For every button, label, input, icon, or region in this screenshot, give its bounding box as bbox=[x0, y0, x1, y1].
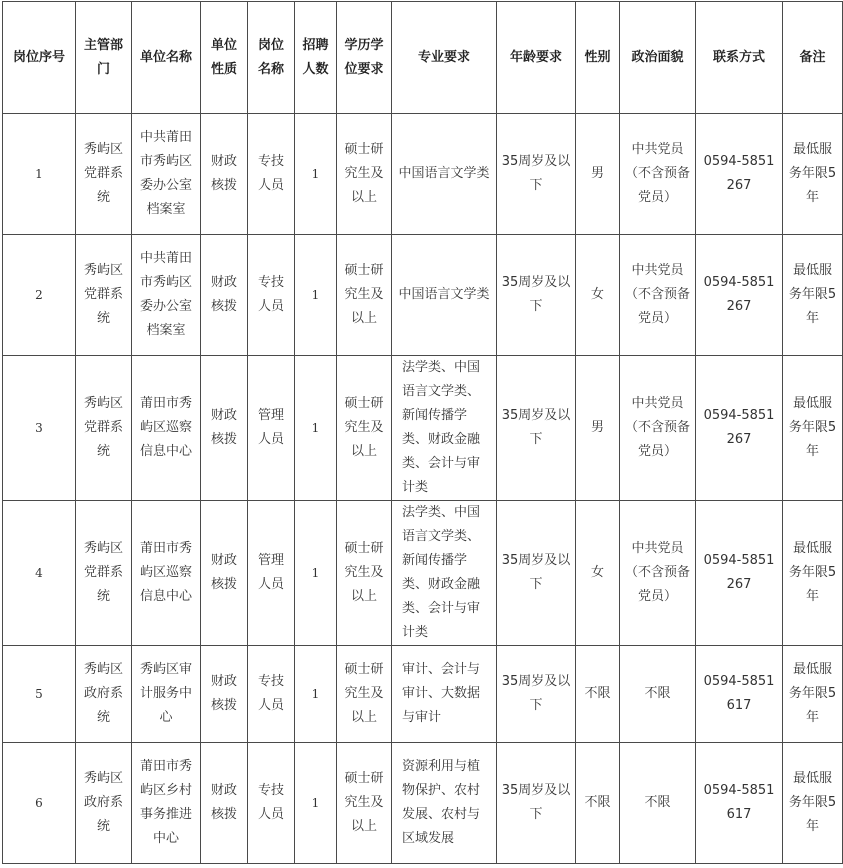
cell-gender: 不限 bbox=[576, 646, 620, 743]
cell-post: 专技人员 bbox=[248, 235, 295, 356]
cell-nature: 财政核拨 bbox=[201, 114, 248, 235]
cell-nature: 财政核拨 bbox=[201, 646, 248, 743]
cell-note: 最低服务年限5年 bbox=[783, 743, 843, 864]
table-row bbox=[3, 501, 843, 646]
cell-post: 专技人员 bbox=[248, 114, 295, 235]
cell-edu: 硕士研究生及以上 bbox=[337, 501, 392, 646]
table-row bbox=[3, 356, 843, 501]
cell-contact: 0594-5851267 bbox=[696, 235, 783, 356]
table-row bbox=[3, 235, 843, 356]
cell-major: 法学类、中国语言文学类、新闻传播学类、财政金融类、会计与审计类 bbox=[392, 501, 497, 646]
table-header-row bbox=[3, 2, 843, 114]
cell-gender: 不限 bbox=[576, 743, 620, 864]
cell-count: 1 bbox=[295, 235, 337, 356]
cell-major: 中国语言文学类 bbox=[392, 235, 497, 356]
cell-post: 管理人员 bbox=[248, 501, 295, 646]
cell-count: 1 bbox=[295, 356, 337, 501]
cell-unit: 中共莆田市秀屿区委办公室档案室 bbox=[132, 235, 201, 356]
cell-contact: 0594-5851617 bbox=[696, 646, 783, 743]
cell-gender: 男 bbox=[576, 356, 620, 501]
header-post: 岗位名称 bbox=[248, 2, 295, 114]
cell-edu: 硕士研究生及以上 bbox=[337, 743, 392, 864]
cell-age: 35周岁及以下 bbox=[497, 743, 576, 864]
cell-political: 中共党员（不含预备党员） bbox=[620, 356, 696, 501]
cell-political: 不限 bbox=[620, 743, 696, 864]
cell-major: 审计、会计与审计、大数据与审计 bbox=[392, 646, 497, 743]
cell-seq: 5 bbox=[3, 646, 76, 743]
cell-seq: 3 bbox=[3, 356, 76, 501]
table-row bbox=[3, 743, 843, 864]
cell-dept: 秀屿区党群系统 bbox=[76, 235, 132, 356]
cell-unit: 秀屿区审计服务中心 bbox=[132, 646, 201, 743]
cell-unit: 中共莆田市秀屿区委办公室档案室 bbox=[132, 114, 201, 235]
cell-edu: 硕士研究生及以上 bbox=[337, 235, 392, 356]
cell-nature: 财政核拨 bbox=[201, 501, 248, 646]
cell-gender: 女 bbox=[576, 501, 620, 646]
cell-contact: 0594-5851267 bbox=[696, 501, 783, 646]
header-political: 政治面貌 bbox=[620, 2, 696, 114]
cell-seq: 6 bbox=[3, 743, 76, 864]
header-edu: 学历学位要求 bbox=[337, 2, 392, 114]
cell-post: 专技人员 bbox=[248, 646, 295, 743]
cell-dept: 秀屿区政府系统 bbox=[76, 743, 132, 864]
cell-gender: 女 bbox=[576, 235, 620, 356]
cell-political: 中共党员（不含预备党员） bbox=[620, 235, 696, 356]
cell-post: 专技人员 bbox=[248, 743, 295, 864]
cell-count: 1 bbox=[295, 501, 337, 646]
cell-contact: 0594-5851617 bbox=[696, 743, 783, 864]
cell-contact: 0594-5851267 bbox=[696, 114, 783, 235]
cell-unit: 莆田市秀屿区巡察信息中心 bbox=[132, 501, 201, 646]
cell-nature: 财政核拨 bbox=[201, 356, 248, 501]
header-unit: 单位名称 bbox=[132, 2, 201, 114]
cell-note: 最低服务年限5年 bbox=[783, 356, 843, 501]
table-row bbox=[3, 114, 843, 235]
cell-seq: 1 bbox=[3, 114, 76, 235]
cell-unit: 莆田市秀屿区乡村事务推进中心 bbox=[132, 743, 201, 864]
cell-note: 最低服务年限5年 bbox=[783, 501, 843, 646]
cell-dept: 秀屿区党群系统 bbox=[76, 114, 132, 235]
cell-note: 最低服务年限5年 bbox=[783, 235, 843, 356]
cell-note: 最低服务年限5年 bbox=[783, 114, 843, 235]
header-gender: 性别 bbox=[576, 2, 620, 114]
header-note: 备注 bbox=[783, 2, 843, 114]
cell-note: 最低服务年限5年 bbox=[783, 646, 843, 743]
header-seq: 岗位序号 bbox=[3, 2, 76, 114]
cell-age: 35周岁及以下 bbox=[497, 114, 576, 235]
header-age: 年龄要求 bbox=[497, 2, 576, 114]
cell-major: 资源利用与植物保护、农村发展、农村与区域发展 bbox=[392, 743, 497, 864]
cell-dept: 秀屿区党群系统 bbox=[76, 356, 132, 501]
cell-nature: 财政核拨 bbox=[201, 235, 248, 356]
cell-major: 法学类、中国语言文学类、新闻传播学类、财政金融类、会计与审计类 bbox=[392, 356, 497, 501]
cell-edu: 硕士研究生及以上 bbox=[337, 646, 392, 743]
cell-age: 35周岁及以下 bbox=[497, 646, 576, 743]
cell-political: 中共党员（不含预备党员） bbox=[620, 501, 696, 646]
cell-dept: 秀屿区政府系统 bbox=[76, 646, 132, 743]
header-dept: 主管部门 bbox=[76, 2, 132, 114]
cell-political: 不限 bbox=[620, 646, 696, 743]
cell-seq: 2 bbox=[3, 235, 76, 356]
cell-nature: 财政核拨 bbox=[201, 743, 248, 864]
cell-contact: 0594-5851267 bbox=[696, 356, 783, 501]
cell-major: 中国语言文学类 bbox=[392, 114, 497, 235]
header-nature: 单位性质 bbox=[201, 2, 248, 114]
cell-post: 管理人员 bbox=[248, 356, 295, 501]
cell-unit: 莆田市秀屿区巡察信息中心 bbox=[132, 356, 201, 501]
header-count: 招聘人数 bbox=[295, 2, 337, 114]
table-row bbox=[3, 646, 843, 743]
cell-count: 1 bbox=[295, 743, 337, 864]
cell-political: 中共党员（不含预备党员） bbox=[620, 114, 696, 235]
cell-age: 35周岁及以下 bbox=[497, 501, 576, 646]
cell-count: 1 bbox=[295, 646, 337, 743]
cell-edu: 硕士研究生及以上 bbox=[337, 356, 392, 501]
cell-age: 35周岁及以下 bbox=[497, 356, 576, 501]
cell-age: 35周岁及以下 bbox=[497, 235, 576, 356]
cell-edu: 硕士研究生及以上 bbox=[337, 114, 392, 235]
header-contact: 联系方式 bbox=[696, 2, 783, 114]
cell-seq: 4 bbox=[3, 501, 76, 646]
cell-count: 1 bbox=[295, 114, 337, 235]
cell-dept: 秀屿区党群系统 bbox=[76, 501, 132, 646]
cell-gender: 男 bbox=[576, 114, 620, 235]
header-major: 专业要求 bbox=[392, 2, 497, 114]
recruitment-table bbox=[2, 1, 843, 864]
